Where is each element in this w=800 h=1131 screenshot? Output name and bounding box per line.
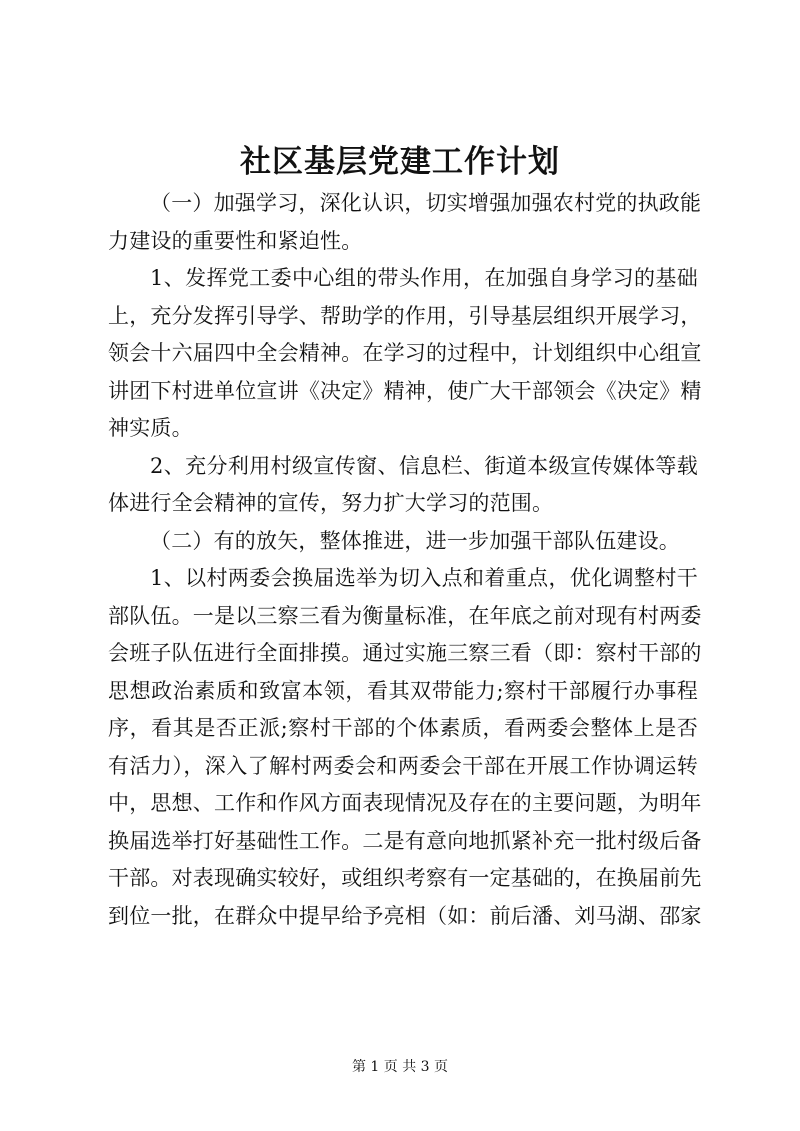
paragraph-1-line-1: （一）加强学习，深化认识，切实增强加强农村党的执政能 [150,191,702,215]
paragraph-5-line-2: 部队伍。一是以三察三看为衡量标准，在年底之前对现有村两委 [108,603,702,628]
paragraph-1-line-2: 力建设的重要性和紧迫性。 [108,228,363,253]
paragraph-2-line-1: 1、发挥党工委中心组的带头作用，在加强自身学习的基础 [150,266,698,290]
paragraph-4-line-1: （二）有的放矢，整体推进，进一步加强干部队伍建设。 [150,528,680,553]
paragraph-5-line-1: 1、以村两委会换届选举为切入点和着重点，优化调整村干 [150,566,698,590]
document-title: 社区基层党建工作计划 [240,144,560,180]
paragraph-2-line-4: 讲团下村进单位宣讲《决定》精神，使广大干部领会《决定》精 [108,378,702,403]
paragraph-5-line-9: 干部。对表现确实较好，或组织考察有一定基础的，在换届前先 [108,866,702,890]
paragraph-2-line-5: 神实质。 [108,416,193,440]
paragraph-5-line-6: 有活力），深入了解村两委会和两委会干部在开展工作协调运转 [108,753,698,778]
paragraph-2-line-2: 上，充分发挥引导学、帮助学的作用，引导基层组织开展学习， [108,303,702,328]
paragraph-2-line-3: 领会十六届四中全会精神。在学习的过程中，计划组织中心组宣 [108,341,702,365]
page-number-footer: 第 1 页 共 3 页 [351,1059,449,1075]
paragraph-3-line-1: 2、充分利用村级宣传窗、信息栏、街道本级宣传媒体等载 [150,453,698,478]
paragraph-5-line-8: 换届选举打好基础性工作。二是有意向地抓紧补充一批村级后备 [108,828,702,853]
paragraph-5-line-4: 思想政治素质和致富本领，看其双带能力;察村干部履行办事程 [108,678,698,703]
paragraph-5-line-5: 序，看其是否正派;察村干部的个体素质，看两委会整体上是否 [108,716,698,740]
paragraph-5-line-3: 会班子队伍进行全面排摸。通过实施三察三看（即：察村干部的 [108,641,702,665]
paragraph-5-line-7: 中，思想、工作和作风方面表现情况及存在的主要问题，为明年 [108,791,702,815]
paragraph-5-line-10: 到位一批，在群众中提早给予亮相（如：前后潘、刘马湖、邵家 [108,903,702,928]
document-body [108,185,702,935]
paragraph-3-line-2: 体进行全会精神的宣传，努力扩大学习的范围。 [108,491,554,515]
